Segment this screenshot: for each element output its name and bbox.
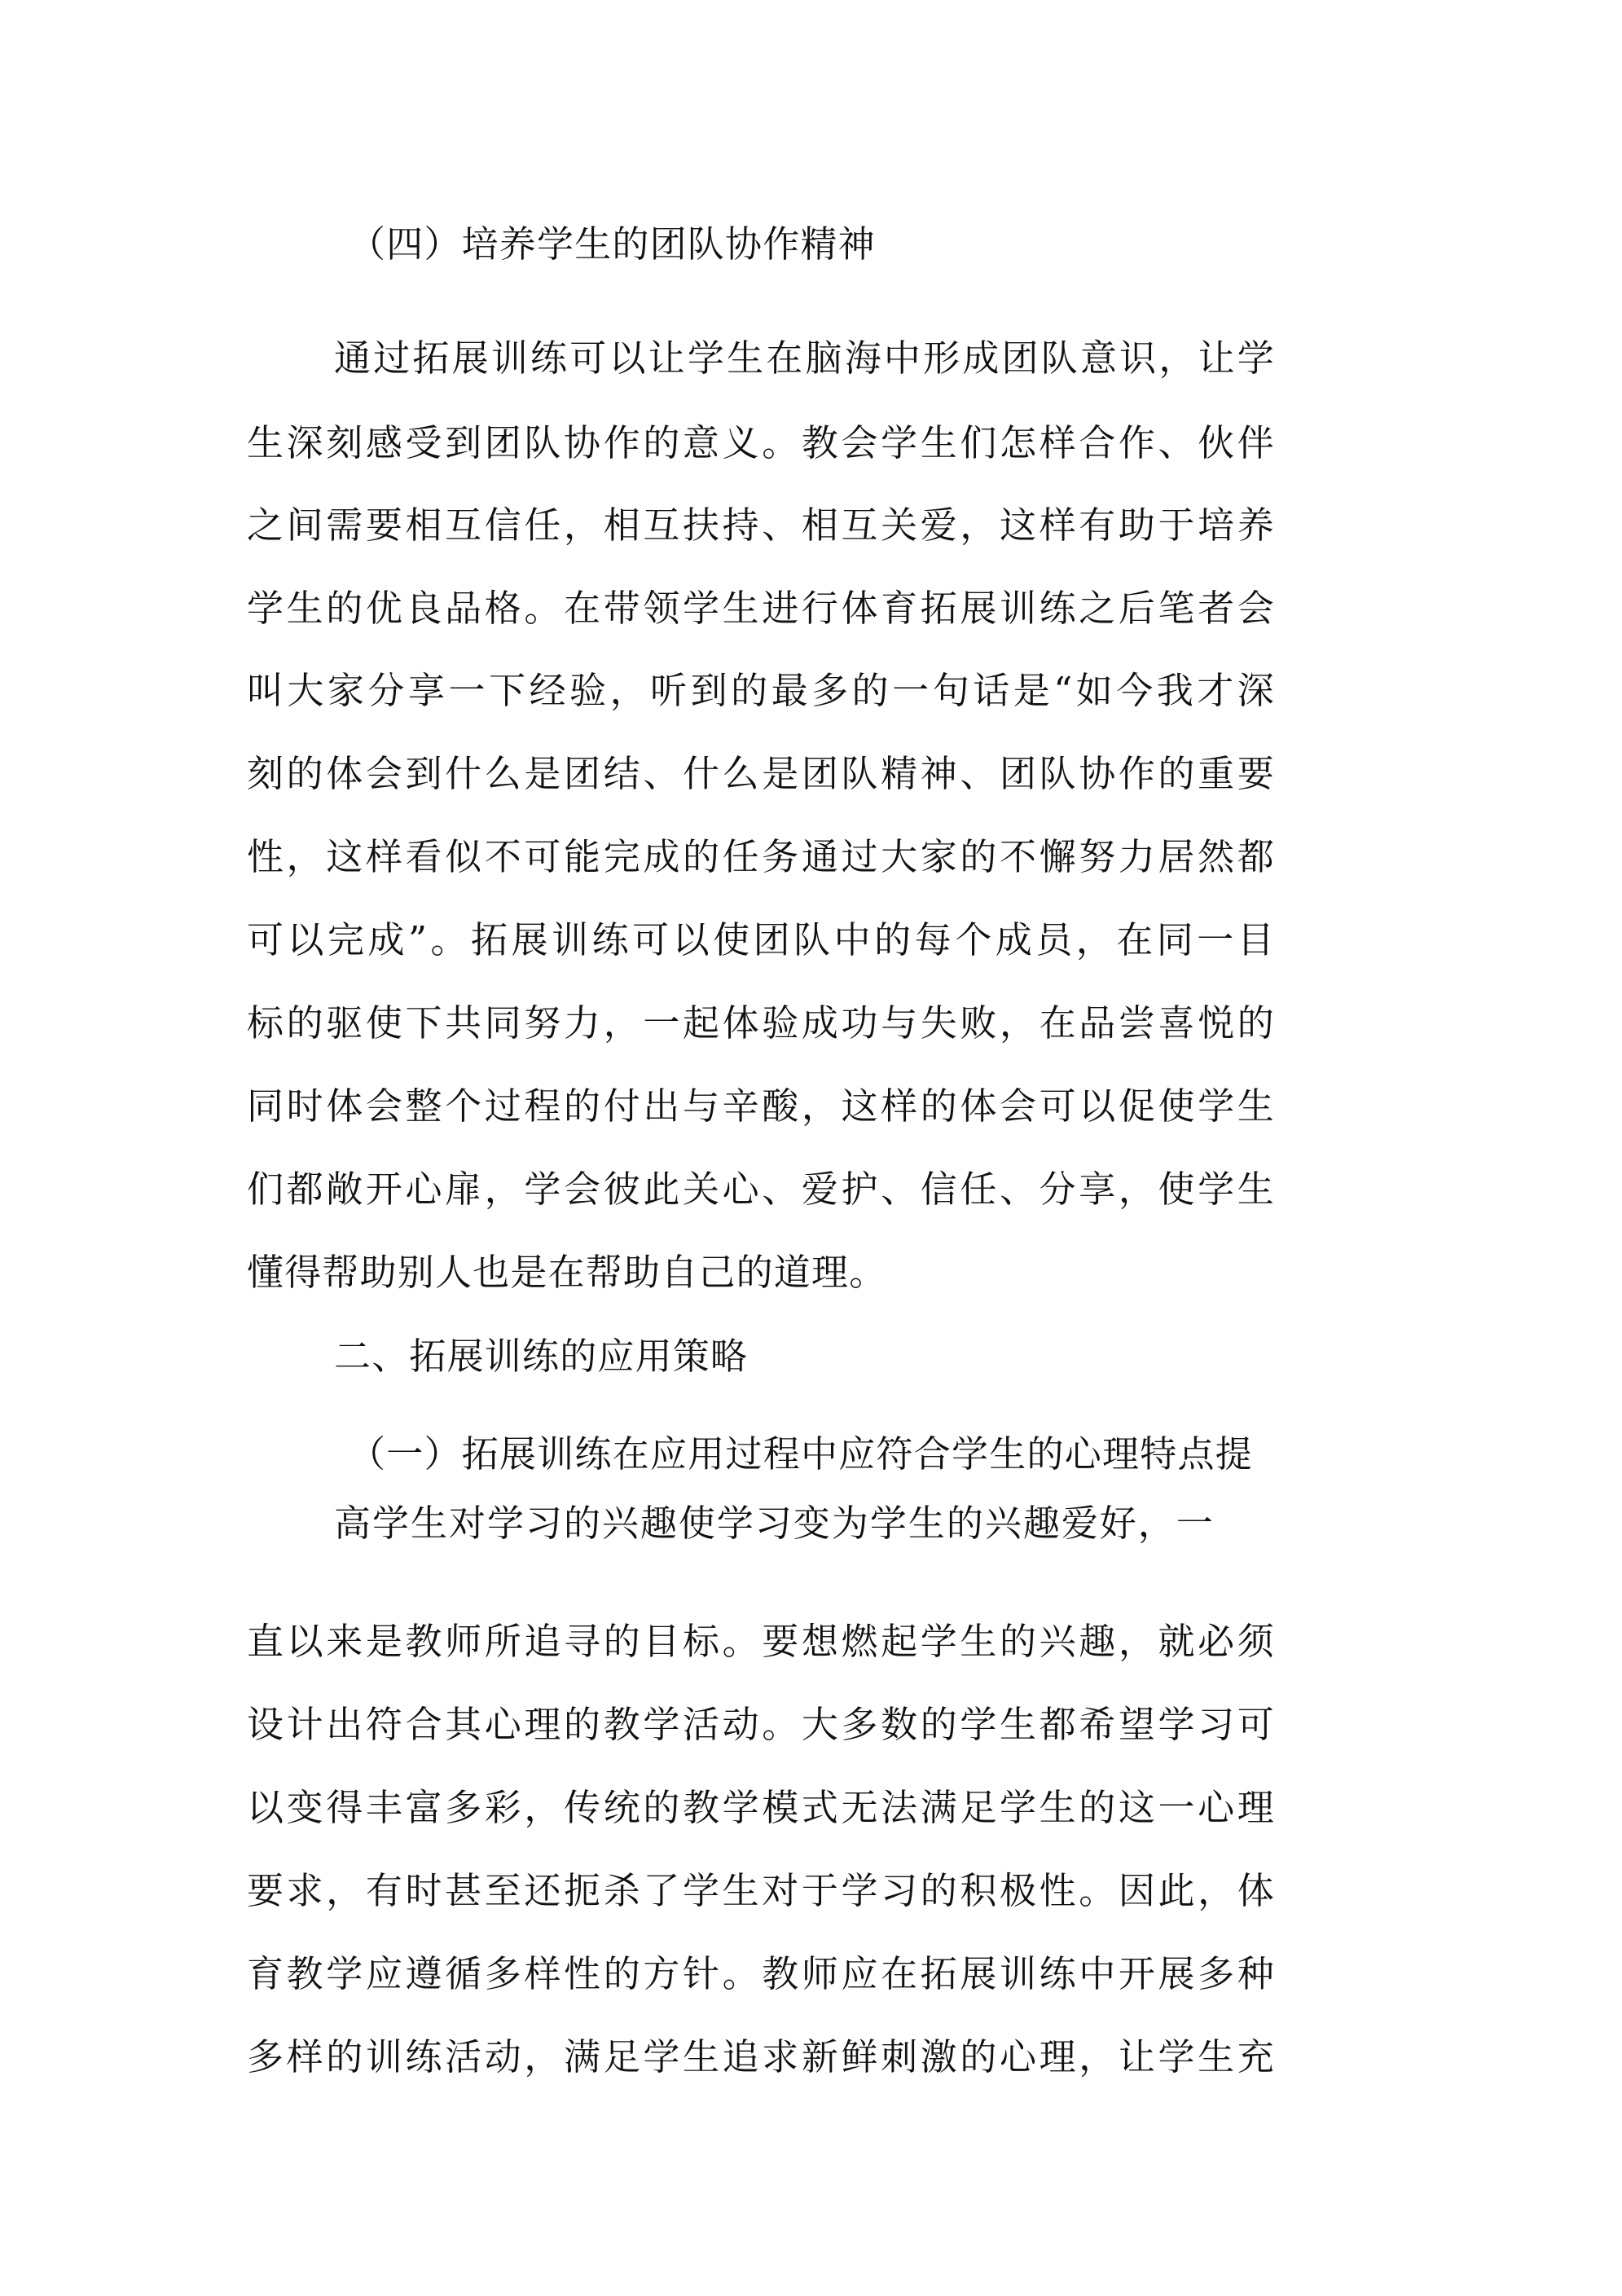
paragraph-2-line-2: 设计出符合其心理的教学活动。大多数的学生都希望学习可 bbox=[247, 1703, 1275, 1746]
paragraph-2-line-5: 育教学应遵循多样性的方针。教师应在拓展训练中开展多种 bbox=[247, 1952, 1275, 1995]
subsection-heading-1-line-2: 高学生对学习的兴趣使学习变为学生的兴趣爱好，一 bbox=[334, 1502, 1214, 1545]
section-heading-2: 二、拓展训练的应用策略 bbox=[334, 1335, 749, 1378]
subsection-heading-1-line-1: （一）拓展训练在应用过程中应符合学生的心理特点提 bbox=[349, 1432, 1253, 1476]
paragraph-1-line-10: 同时体会整个过程的付出与辛酸，这样的体会可以促使学生 bbox=[247, 1084, 1275, 1128]
paragraph-1-line-3: 之间需要相互信任，相互扶持、相互关爱，这样有助于培养 bbox=[247, 504, 1275, 547]
paragraph-1-line-9: 标的驱使下共同努力，一起体验成功与失败，在品尝喜悦的 bbox=[247, 1001, 1275, 1045]
paragraph-2-line-4: 要求，有时甚至还扼杀了学生对于学习的积极性。因此，体 bbox=[247, 1869, 1275, 1912]
paragraph-2-line-6: 多样的训练活动，满足学生追求新鲜刺激的心理，让学生充 bbox=[247, 2035, 1275, 2078]
paragraph-1-line-4: 学生的优良品格。在带领学生进行体育拓展训练之后笔者会 bbox=[247, 587, 1275, 630]
paragraph-2-line-1: 直以来是教师所追寻的目标。要想燃起学生的兴趣，就必须 bbox=[247, 1620, 1275, 1663]
paragraph-1-line-11: 们都敞开心扉，学会彼此关心、爱护、信任、分享，使学生 bbox=[247, 1168, 1275, 1211]
paragraph-1-line-2: 生深刻感受到团队协作的意义。教会学生们怎样合作、伙伴 bbox=[247, 421, 1275, 464]
paragraph-1-line-1: 通过拓展训练可以让学生在脑海中形成团队意识，让学 bbox=[334, 336, 1275, 380]
paragraph-1-line-5: 叫大家分享一下经验，听到的最多的一句话是“如今我才深 bbox=[247, 669, 1275, 712]
paragraph-1-line-8: 可以完成”。拓展训练可以使团队中的每个成员，在同一目 bbox=[247, 918, 1275, 961]
paragraph-1-line-7: 性，这样看似不可能完成的任务通过大家的不懈努力居然都 bbox=[247, 835, 1275, 878]
paragraph-2-line-3: 以变得丰富多彩，传统的教学模式无法满足学生的这一心理 bbox=[247, 1786, 1275, 1829]
paragraph-1-line-12: 懂得帮助别人也是在帮助自己的道理。 bbox=[247, 1251, 887, 1294]
paragraph-1-line-6: 刻的体会到什么是团结、什么是团队精神、团队协作的重要 bbox=[247, 752, 1275, 795]
section-heading-4: （四）培养学生的团队协作精神 bbox=[349, 222, 876, 266]
